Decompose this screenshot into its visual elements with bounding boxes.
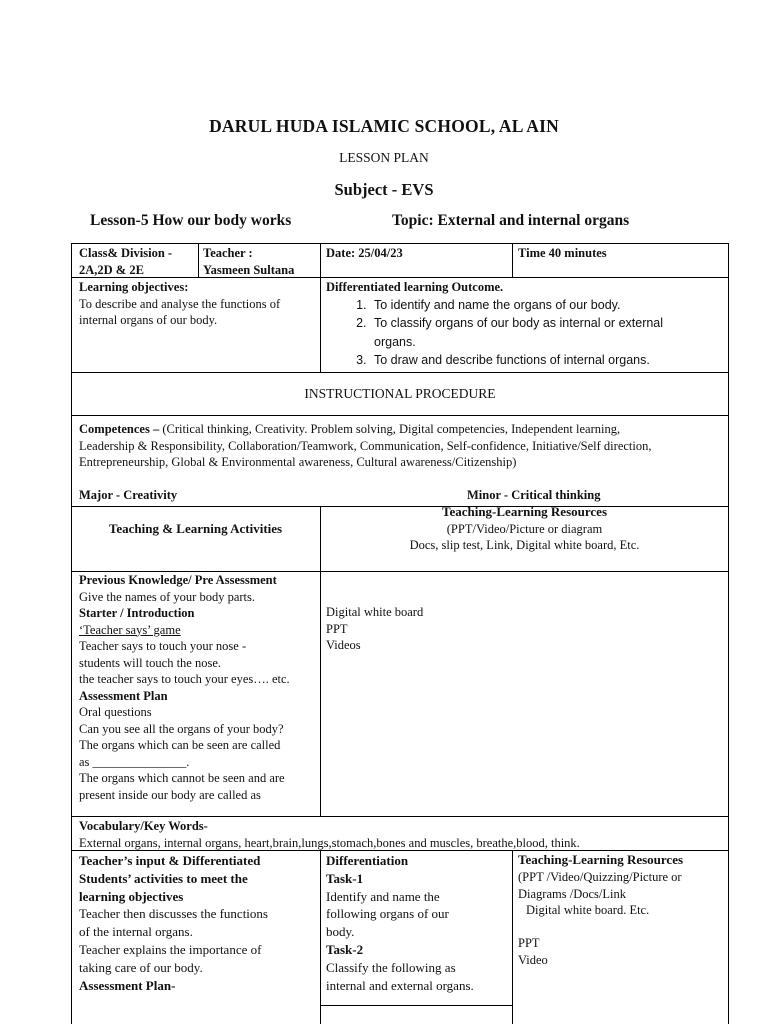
task-line: Identify and name the	[326, 888, 440, 904]
resources-line: Diagrams /Docs/Link	[518, 886, 626, 901]
starter-line: Teacher says to touch your nose -	[79, 639, 247, 653]
date-cell: Date: 25/04/23	[326, 246, 403, 260]
lesson-title: Lesson-5 How our body works	[90, 212, 292, 229]
procedure-title: INSTRUCTIONAL PROCEDURE	[304, 386, 496, 401]
outcome-item: 2. To classify organs of our body as internal or external organs.	[370, 314, 722, 351]
teacher-name: Yasmeen Sultana	[203, 262, 295, 277]
assessment-line: Can you see all the organs of your body?	[79, 721, 284, 736]
competences-line: (Critical thinking, Creativity. Problem solving, Digital competencies, Independent learning,	[162, 422, 621, 436]
competences-label: Competences –	[79, 422, 160, 436]
resource-item: Digital white board	[326, 605, 424, 619]
outcome-item: 3. To draw and describe functions of internal organs.	[370, 351, 722, 370]
resources-header-line: Docs, slip test, Link, Digital white board, Etc.	[409, 538, 640, 552]
vocabulary-heading: Vocabulary/Key Words-	[79, 819, 208, 833]
class-label: Class& Division -	[79, 246, 173, 260]
plan-title: LESSON PLAN	[339, 150, 429, 165]
outcome-heading: Differentiated learning Outcome.	[326, 280, 504, 294]
objectives-line: To describe and analyse the functions of	[79, 296, 281, 311]
teacher-input-line: Teacher explains the importance of	[79, 941, 262, 957]
starter-game: ‘Teacher says’ game	[79, 622, 181, 637]
teacher-input-heading: Teacher’s input & Differentiated	[79, 853, 261, 868]
vocabulary-words: External organs, internal organs, heart,brain,lungs,stomach,bones and muscles, breathe,blood, think.	[79, 835, 580, 850]
task-line: Classify the following as	[326, 959, 456, 975]
assessment-line: The organs which cannot be seen and are	[79, 771, 285, 785]
objectives-heading: Learning objectives:	[79, 280, 189, 294]
resources-list-cell	[326, 604, 722, 654]
starter-line: students will touch the nose.	[79, 655, 221, 670]
assessment-line: The organs which can be seen are called	[79, 738, 281, 752]
competences-line: Leadership & Responsibility, Collaboration/Teamwork, Communication, Self-confidence, Initiative/Self direction,	[79, 438, 652, 453]
major-competence: Major - Creativity	[79, 488, 178, 502]
starter-line: the teacher says to touch your eyes…. etc.	[79, 672, 290, 686]
teacher-input-line: Teacher then discusses the functions	[79, 906, 268, 922]
teacher-input-line: of the internal organs.	[79, 924, 193, 940]
class-division-cell	[79, 245, 172, 278]
resources-header-cell	[320, 504, 729, 554]
vocabulary-cell	[79, 818, 724, 851]
teacher-input-line: taking care of our body.	[79, 959, 203, 975]
assessment-heading: Assessment Plan	[79, 688, 168, 703]
lesson-plan-table	[71, 243, 729, 1024]
subject-title: Subject - EVS	[334, 180, 434, 199]
teacher-input-heading: Students’ activities to meet the	[79, 870, 248, 886]
resources-header-line: (PPT/Video/Picture or diagram	[446, 521, 603, 536]
resources-line: (PPT /Video/Quizzing/Picture or	[518, 869, 682, 884]
previous-heading: Previous Knowledge/ Pre Assessment	[79, 573, 277, 587]
teacher-input-cell	[79, 852, 317, 994]
resource-item: PPT	[326, 621, 348, 636]
resources-header-title: Teaching-Learning Resources	[441, 504, 608, 519]
resources-cell-2	[518, 852, 726, 969]
assessment-line: as _______________.	[79, 754, 190, 769]
teacher-input-heading: learning objectives	[79, 888, 184, 904]
differentiated-outcome-cell	[326, 279, 722, 370]
competences-line: Entrepreneurship, Global & Environmental awareness, Cultural awareness/Citizenship)	[79, 455, 517, 469]
task-line: body.	[326, 924, 355, 940]
task-2-heading: Task-2	[326, 941, 364, 957]
task-1-heading: Task-1	[326, 870, 364, 886]
assessment-plan-heading: Assessment Plan-	[79, 977, 176, 993]
school-name: DARUL HUDA ISLAMIC SCHOOL, AL AIN	[209, 116, 559, 136]
resource-item: Videos	[326, 638, 361, 652]
resources-heading-2: Teaching-Learning Resources	[518, 852, 684, 867]
outcome-list	[326, 296, 722, 370]
resources-line: Digital white board. Etc.	[526, 903, 650, 918]
resources-line: Video	[518, 952, 548, 967]
outcome-item: 1. To identify and name the organs of our body.	[370, 296, 722, 315]
assessment-line: present inside our body are called as	[79, 787, 261, 802]
differentiation-heading: Differentiation	[326, 853, 409, 868]
assessment-line: Oral questions	[79, 705, 152, 719]
learning-objectives-cell	[79, 279, 315, 329]
objectives-line: internal organs of our body.	[79, 313, 218, 327]
resources-line: PPT	[518, 936, 540, 951]
teacher-label: Teacher :	[203, 246, 253, 260]
time-cell: Time 40 minutes	[518, 246, 607, 260]
previous-line: Give the names of your body parts.	[79, 589, 256, 604]
competences-cell	[79, 421, 724, 471]
differentiation-cell	[326, 852, 510, 994]
starter-heading: Starter / Introduction	[79, 606, 195, 620]
previous-knowledge-cell	[79, 572, 317, 803]
task-line: internal and external organs.	[326, 977, 474, 993]
teacher-cell	[203, 245, 294, 278]
minor-competence: Minor - Critical thinking	[467, 488, 601, 502]
class-value: 2A,2D & 2E	[79, 262, 144, 277]
activities-header: Teaching & Learning Activities	[108, 521, 283, 536]
topic-title: Topic: External and internal organs	[392, 212, 630, 229]
task-line: following organs of our	[326, 906, 449, 922]
